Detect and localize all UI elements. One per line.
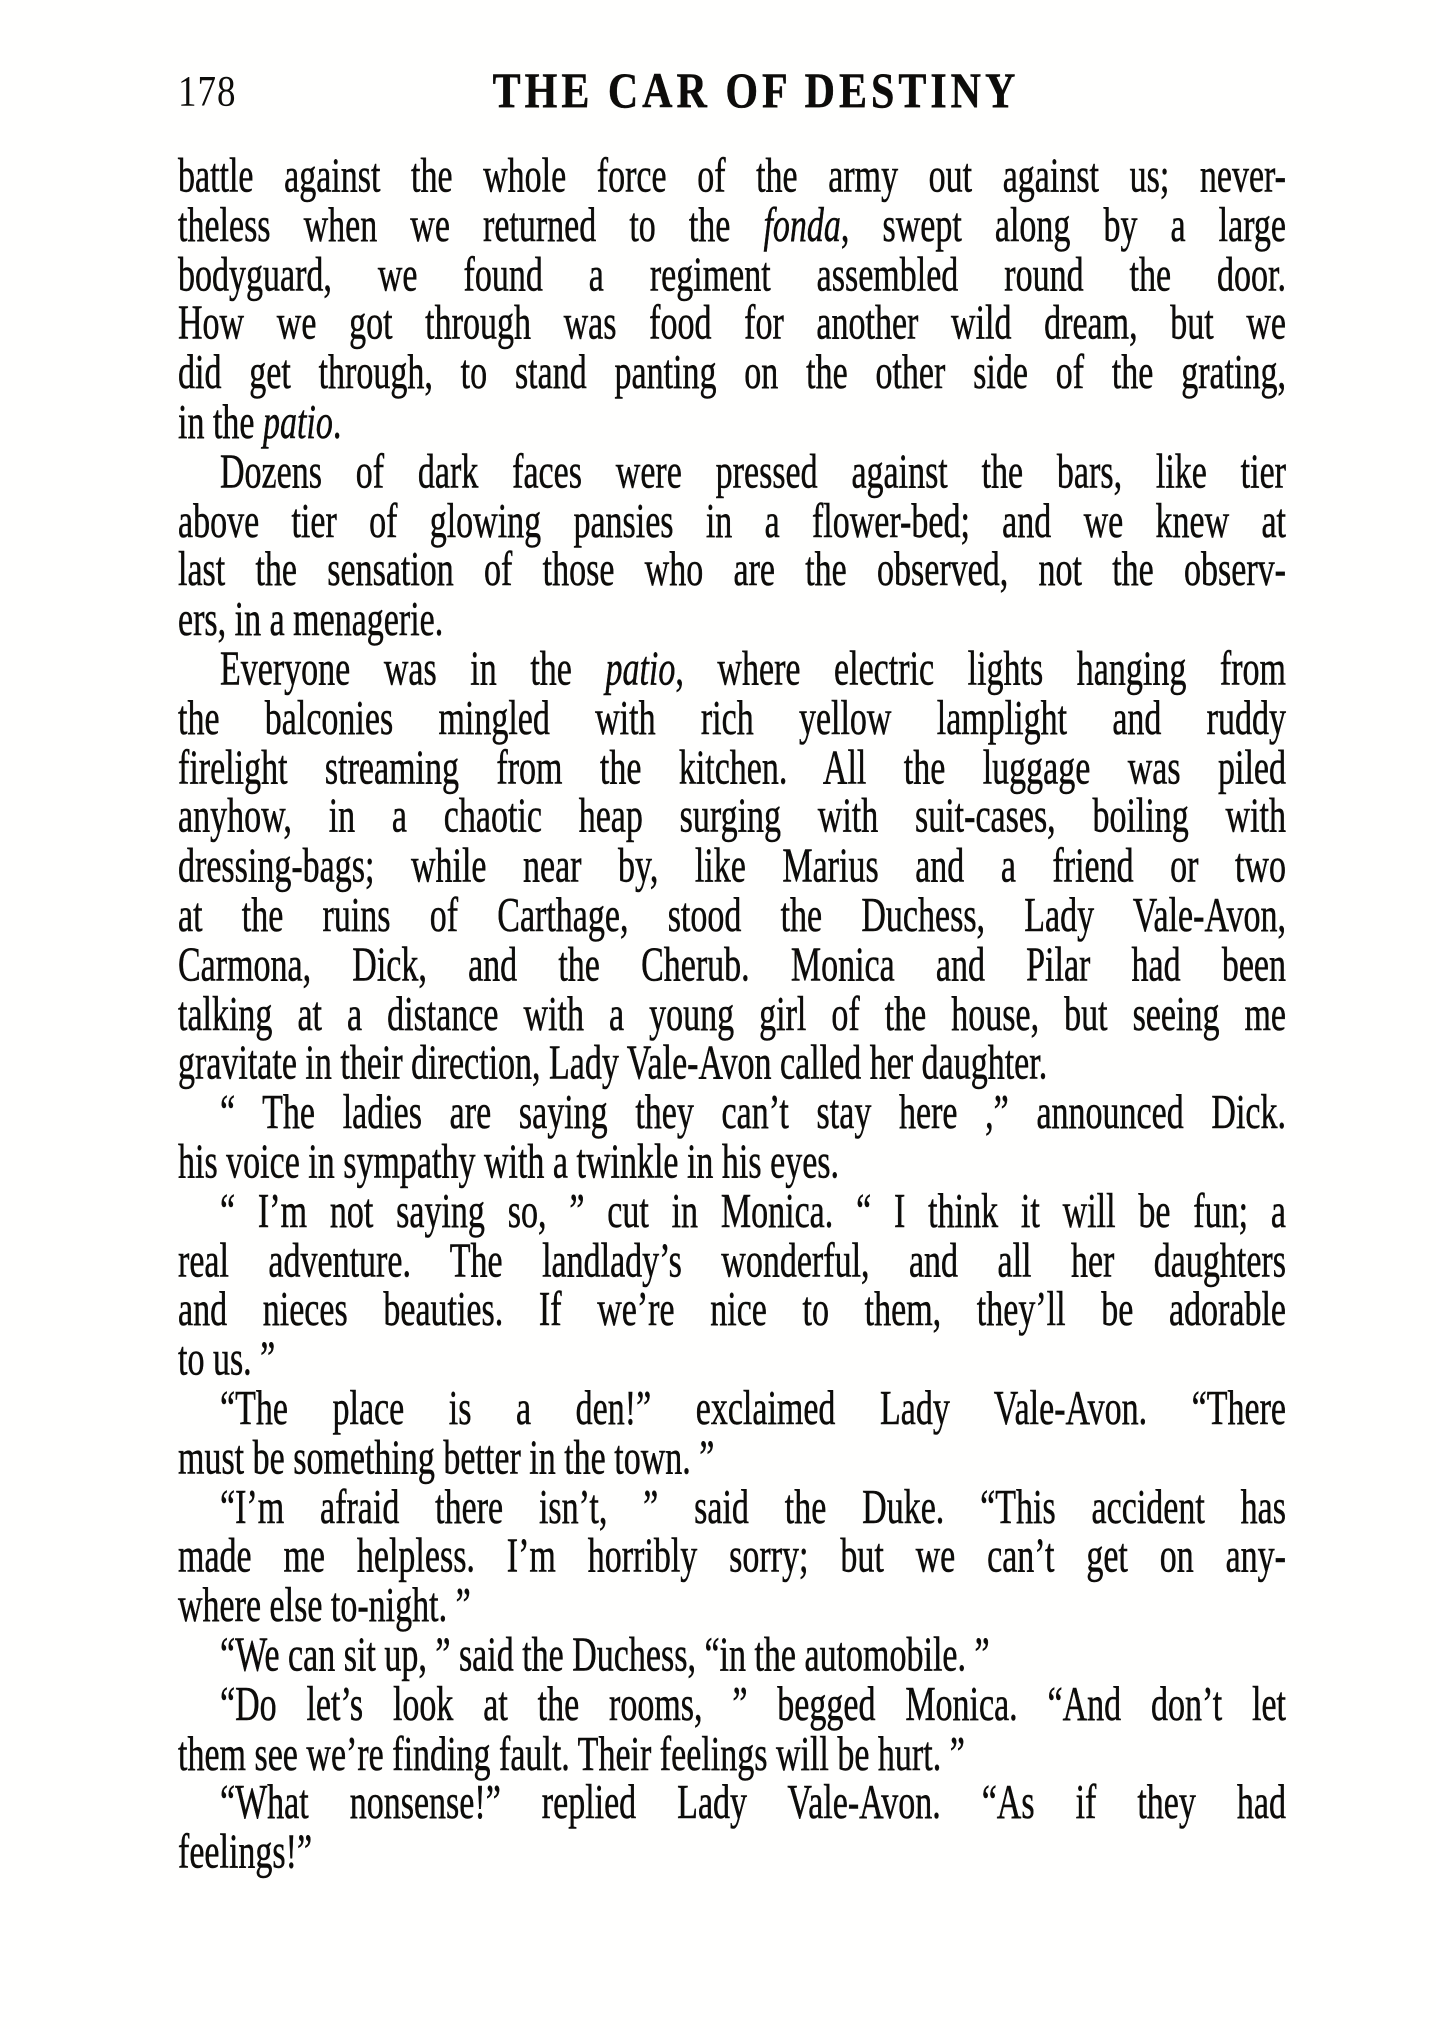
text-line (178, 1826, 1286, 1880)
text-line (178, 1580, 1286, 1633)
text-segment: Dozens of dark faces were pressed against the bars, like tier (220, 446, 1286, 499)
text-segment: firelight streaming from the kitchen. All the luggage was piled (178, 741, 1286, 795)
text-segment: to us. ” (178, 1333, 276, 1386)
text-segment: “I’m afraid there isn’t, ” said the Duke. “This accident has (220, 1481, 1286, 1534)
text-segment: where else to-night. ” (178, 1580, 471, 1633)
text-line (178, 741, 1286, 795)
page-body (178, 150, 1286, 1880)
text-line (178, 298, 1286, 351)
text-segment: feelings!” (178, 1826, 313, 1880)
text-line (178, 1530, 1286, 1584)
text-segment: talking at a distance with a young girl of the house, but seeing me (178, 988, 1286, 1041)
text-line (178, 791, 1286, 844)
text-line (178, 988, 1286, 1041)
text-line (178, 446, 1286, 499)
text-segment: in the (178, 396, 263, 450)
text-line (178, 1678, 1286, 1732)
text-segment: theless when we returned to the (178, 199, 764, 252)
text-segment: . (332, 396, 342, 450)
text-segment: ers, in a menagerie. (178, 593, 444, 647)
text-segment: “The place is a den!” exclaimed Lady Vale-Avon. “There (220, 1382, 1286, 1436)
text-segment: the balconies mingled with rich yellow lamplight and ruddy (178, 692, 1286, 745)
text-line (178, 199, 1286, 252)
text-segment: bodyguard, we found a regiment assembled round the door. (178, 248, 1286, 302)
page-title: THE CAR OF DESTINY (492, 64, 1020, 119)
text-line (178, 150, 1286, 203)
text-line (178, 1629, 1286, 1682)
text-line (178, 1382, 1286, 1436)
text-line (178, 939, 1286, 992)
text-line (178, 544, 1286, 598)
text-line (178, 1185, 1286, 1239)
text-segment: made me helpless. I’m horribly sorry; but we can’t get on any- (178, 1530, 1286, 1584)
italic-text-segment: patio (605, 643, 676, 696)
text-segment: and nieces beauties. If we’re nice to them, they’ll be adorable (178, 1284, 1286, 1337)
text-segment: How we got through was food for another wild dream, but we (178, 298, 1286, 351)
text-segment: “What nonsense!” replied Lady Vale-Avon. “As if they had (220, 1777, 1286, 1830)
text-segment: at the ruins of Carthage, stood the Duchess, Lady Vale-Avon, (178, 889, 1286, 943)
text-line (178, 889, 1286, 943)
text-line (178, 692, 1286, 745)
text-line (178, 1727, 1286, 1781)
text-segment: his voice in sympathy with a twinkle in his eyes. (178, 1136, 840, 1189)
text-line (178, 1136, 1286, 1189)
text-line (178, 1037, 1286, 1091)
text-line (178, 1777, 1286, 1830)
text-line (178, 1087, 1286, 1140)
text-line (178, 495, 1286, 548)
text-line (178, 643, 1286, 696)
text-line (178, 1481, 1286, 1534)
text-segment: did get through, to stand panting on the other side of the grating, (178, 347, 1286, 400)
text-segment: dressing-bags; while near by, like Marius and a friend or two (178, 840, 1286, 893)
text-segment: above tier of glowing pansies in a flower-bed; and we knew at (178, 495, 1286, 548)
text-line (178, 1333, 1286, 1386)
text-segment: anyhow, in a chaotic heap surging with suit-cases, boiling with (178, 791, 1286, 844)
text-line (178, 347, 1286, 400)
text-segment: real adventure. The landlady’s wonderful, and all her daughters (178, 1234, 1286, 1288)
text-line (178, 840, 1286, 893)
text-line (178, 593, 1286, 647)
text-segment: last the sensation of those who are the observed, not the observ- (178, 544, 1286, 598)
text-line (178, 1432, 1286, 1485)
text-segment: Everyone was in the (220, 643, 606, 696)
page-header (178, 62, 1286, 123)
text-segment: , swept along by a large (840, 199, 1286, 252)
text-segment: , where electric lights hanging from (675, 643, 1286, 696)
text-segment: gravitate in their direction, Lady Vale-Avon called her daughter. (178, 1037, 1048, 1091)
text-line (178, 1234, 1286, 1288)
text-segment: “ The ladies are saying they can’t stay here ,” announced Dick. (220, 1087, 1286, 1140)
text-segment: “ I’m not saying so, ” cut in Monica. “ I think it will be fun; a (220, 1185, 1286, 1239)
text-segment: “We can sit up, ” said the Duchess, “in the automobile. ” (220, 1629, 990, 1682)
text-segment: them see we’re finding fault. Their feelings will be hurt. ” (178, 1727, 965, 1781)
italic-text-segment: patio (262, 396, 333, 450)
text-line (178, 1284, 1286, 1337)
text-segment: “Do let’s look at the rooms, ” begged Monica. “And don’t let (220, 1678, 1286, 1732)
text-line (178, 396, 1286, 450)
text-segment: Carmona, Dick, and the Cherub. Monica and Pilar had been (178, 939, 1286, 992)
text-segment: must be something better in the town. ” (178, 1432, 715, 1485)
text-line (178, 248, 1286, 302)
page-number: 178 (178, 67, 237, 117)
text-segment: battle against the whole force of the army out against us; never- (178, 150, 1286, 203)
italic-text-segment: fonda (763, 199, 841, 252)
